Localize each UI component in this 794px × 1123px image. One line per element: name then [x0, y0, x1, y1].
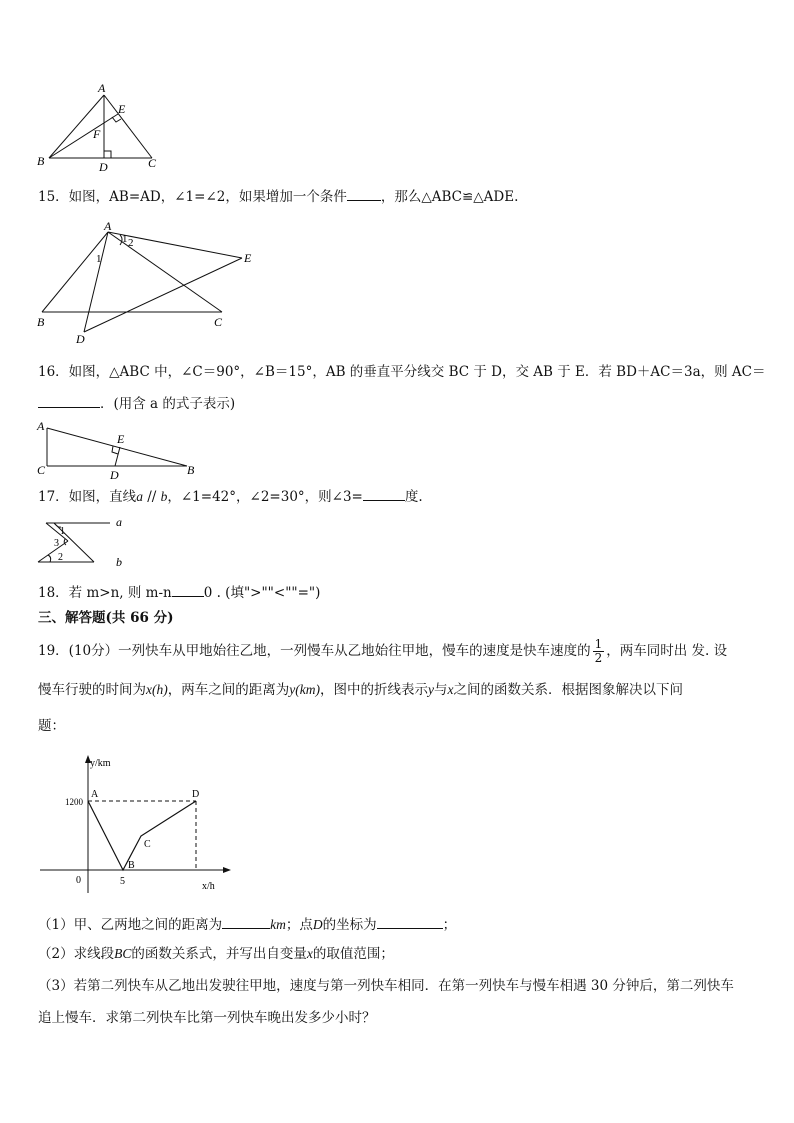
fig17-angle-3: 3: [54, 538, 59, 549]
question-19-line3: 题：: [38, 718, 65, 734]
q19-line2e: 之间的函数关系．根据图象解决以下问: [453, 682, 683, 698]
q19-sub3-line2: 追上慢车．求第二列快车比第一列快车晚出发多少小时？: [38, 1010, 376, 1026]
q19-line1b: ，两车同时出 发. 设: [606, 643, 728, 659]
fig16-label-d: D: [110, 468, 119, 482]
fig16-label-b: B: [187, 463, 195, 477]
question-18: [38, 582, 320, 603]
q15-tail: ，那么△ABC≌△ADE.: [380, 189, 519, 205]
q19-sub1: [38, 914, 456, 935]
fig16-label-a: A: [37, 419, 45, 433]
graph-origin: 0: [76, 875, 81, 886]
graph-point-c: C: [144, 839, 151, 850]
q19-sub1-point-d: D: [312, 917, 323, 932]
fig14-label-f: F: [93, 127, 101, 141]
fig16-label-e: E: [117, 432, 125, 446]
q17-middle: ，∠1=42°，∠2=30°，则∠3=: [167, 489, 363, 505]
q19-frac-numerator: 1: [594, 637, 603, 651]
q19-sub2-text: （2）求线段: [38, 946, 115, 962]
q19-var-y: y: [427, 682, 434, 697]
question-19-line1: [38, 638, 727, 665]
q19-frac-denominator: 2: [594, 651, 603, 665]
q19-line1a: 19．(10分）一列快车从甲地始往乙地，一列慢车从乙地始往甲地，慢车的速度是快车速度的: [38, 643, 591, 659]
fig15-label-d: D: [76, 332, 85, 346]
q17-answer-blank[interactable]: [363, 486, 405, 501]
q16-text: 16．如图，△ABC 中，∠C＝90°，∠B＝15°，AB 的垂直平分线交 BC 于 D，交 AB 于 E．若 BD＋AC＝3a，则 AC＝: [38, 364, 766, 380]
fig14-label-d: D: [99, 160, 108, 174]
graph-point-b: B: [128, 860, 135, 871]
q17-prefix: 17．如图，直线: [38, 489, 137, 505]
fig17-label-a: a: [116, 515, 122, 529]
figure-q14: [32, 80, 162, 176]
q19-sub1-unit: km: [270, 917, 286, 932]
q19-sub2-text3: 的取值范围；: [312, 946, 394, 962]
q19-line2a: 慢车行驶的时间为: [38, 682, 146, 698]
q19-fraction: [593, 638, 605, 665]
q19-line2b: ，两车之间的距离为: [167, 682, 290, 698]
q19-sub1-blank-distance[interactable]: [222, 914, 270, 929]
q19-sub1-end: ；: [442, 917, 457, 933]
figure-q19-graph: [36, 752, 236, 897]
q19-sub2-text2: 的函数关系式，并写出自变量: [131, 946, 307, 962]
q19-sub1-blank-coord[interactable]: [377, 914, 443, 929]
q19-var-x: x: [447, 682, 454, 697]
question-16-line1: [38, 362, 766, 382]
fig15-angle-1-top: 1: [122, 233, 128, 245]
question-16-line2: [38, 393, 235, 414]
q17-line-b: b: [160, 489, 168, 504]
question-17: [38, 486, 423, 507]
q19-sub1-text3: 的坐标为: [322, 917, 377, 933]
graph-point-d: D: [192, 789, 200, 800]
q19-var-xh: x(h): [146, 682, 168, 697]
q17-parallel: //: [142, 489, 161, 505]
q19-sub2: [38, 944, 394, 964]
q18-answer-blank[interactable]: [172, 582, 204, 597]
q19-sub1-text2: ；点: [285, 917, 313, 933]
fig15-angle-1: 1: [96, 253, 102, 265]
q19-sub1-text: （1）甲、乙两地之间的距离为: [38, 917, 223, 933]
q18-tail: 0 . (填">""<""="): [203, 585, 321, 601]
graph-x5: 5: [120, 876, 125, 887]
section-heading: 三、解答题(共 66 分): [38, 610, 174, 626]
fig15-label-c: C: [214, 315, 223, 329]
fig14-label-c: C: [148, 156, 157, 170]
q19-sub2-x: x: [306, 946, 313, 961]
graph-xlabel: x/h: [202, 881, 215, 892]
question-19-line2: [38, 680, 683, 700]
q19-line2d: 与: [433, 682, 448, 698]
q17-tail: 度.: [404, 489, 423, 505]
graph-point-a: A: [91, 789, 99, 800]
q19-sub3-line1: （3）若第二列快车从乙地出发驶往甲地，速度与第一列快车相同．在第一列快车与慢车相遇 30 分钟后，第二列快车: [38, 978, 734, 994]
q17-line-a: a: [136, 489, 143, 504]
fig15-label-b: B: [37, 315, 45, 329]
question-15: [38, 186, 518, 207]
q19-var-ykm: y(km): [289, 682, 320, 697]
graph-ylabel: y/km: [90, 758, 111, 769]
figure-q15: [32, 218, 262, 346]
q15-answer-blank[interactable]: [347, 186, 381, 201]
fig17-angle-2: 2: [58, 552, 63, 563]
q15-text: 15．如图，AB=AD，∠1=∠2，如果增加一个条件: [38, 189, 347, 205]
fig15-label-e: E: [244, 251, 252, 265]
q18-text: 18．若 m>n, 则 m-n: [38, 585, 172, 601]
graph-y1200: 1200: [65, 797, 83, 807]
q16-answer-blank[interactable]: [38, 393, 100, 408]
fig15-label-a: A: [104, 219, 112, 233]
figure-q16: [32, 416, 207, 482]
fig14-label-a: A: [98, 81, 106, 95]
fig16-label-c: C: [37, 463, 46, 477]
fig14-label-b: B: [37, 154, 45, 168]
figure-q17: [32, 512, 142, 574]
fig15-angle-2: 2: [128, 237, 134, 249]
q19-line2c: ，图中的折线表示: [319, 682, 428, 698]
fig17-label-b: b: [116, 555, 122, 569]
q19-sub2-bc: BC: [114, 946, 132, 961]
fig17-angle-1: 1: [60, 526, 65, 537]
fig14-label-e: E: [118, 102, 126, 116]
q16-tail: ．(用含 a 的式子表示): [100, 396, 236, 412]
